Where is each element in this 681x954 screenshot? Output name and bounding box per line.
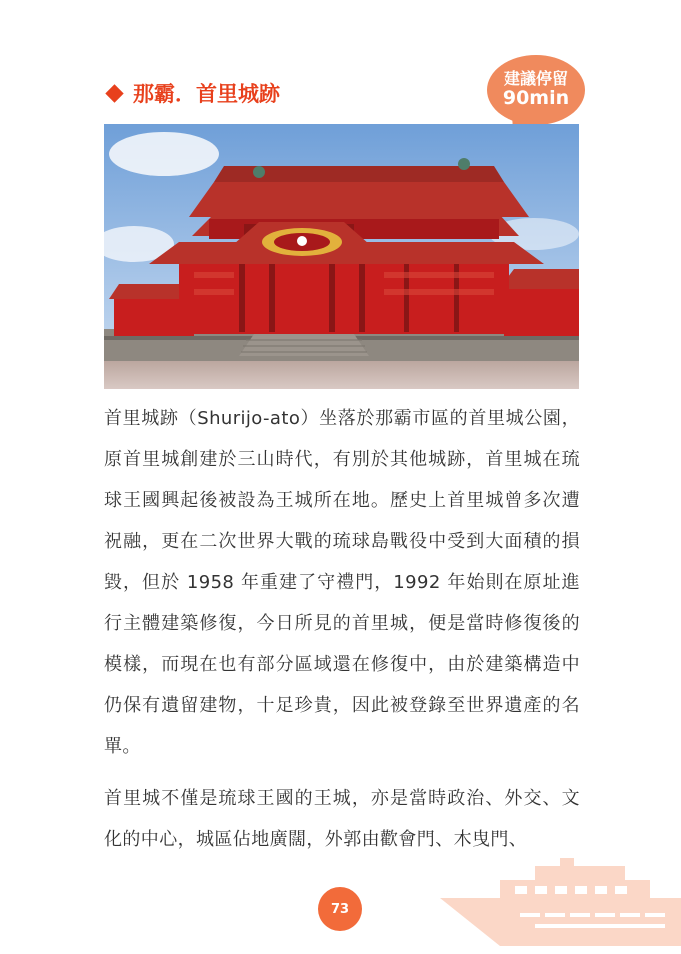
- cruise-ship-icon: [440, 858, 681, 954]
- section-title-text: 那霸．首里城跡: [133, 82, 280, 106]
- paragraph: 首里城跡（Shurijo-ato）坐落於那霸市區的首里城公園，原首里城創建於三山時代，有別於其他城跡，首里城在琉球王國興起後被設為王城所在地。歷史上首里城曾多次遭祝融，更在二次世界大戰的琉球島戰役中受到大面積的損毀，但於 1958 年重建了守禮門，1992 年始則在原址進行主體建築修復，今日所見的首里城，便是當時修復後的模樣，而現在也有部分區域還在修復中，由於建築構造中仍保有遺留建物，十足珍貴，因此被登錄至世界遺產的名單。: [104, 408, 580, 757]
- section-title: [106, 78, 280, 108]
- stay-label: 建議停留: [503, 68, 568, 88]
- page-number-text: 73: [330, 901, 350, 917]
- page-number: [318, 887, 362, 931]
- shuri-castle-illustration: [104, 124, 579, 389]
- body-text: [104, 398, 580, 871]
- stay-time: 90min: [502, 87, 570, 110]
- paragraph: 首里城不僅是琉球王國的王城，亦是當時政治、外交、文化的中心，城區佔地廣闊，外郭由歡會門、木曳門、: [104, 788, 580, 850]
- shuri-castle-photo: [104, 124, 579, 389]
- stay-duration-badge: [487, 55, 585, 125]
- diamond-bullet-icon: [105, 84, 123, 102]
